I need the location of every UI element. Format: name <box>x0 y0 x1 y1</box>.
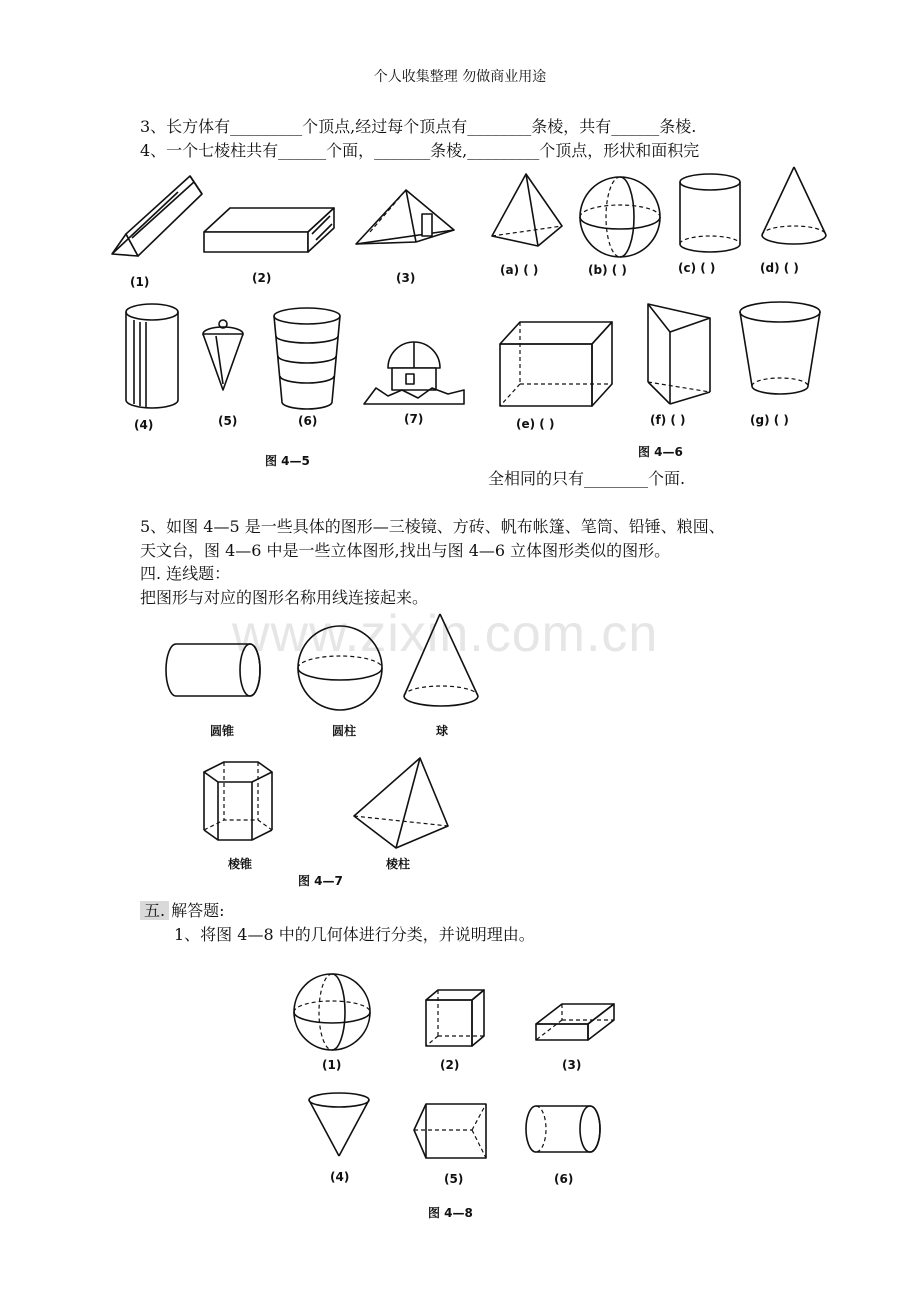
section-5-number: 五. <box>140 901 169 920</box>
section-5-title-text: 解答题: <box>171 901 225 920</box>
match-sphere <box>294 624 388 714</box>
fig48-label-1: (1) <box>322 1058 342 1072</box>
classify-cylinder <box>524 1102 604 1156</box>
fig45-caption: 图 4—5 <box>265 454 310 468</box>
classify-triangular-prism <box>410 1100 490 1164</box>
section-5-question-1: 1、将图 4—8 中的几何体进行分类，并说明理由。 <box>174 925 535 944</box>
name-cone: 圆锥 <box>210 724 235 738</box>
fig48-label-6: (6) <box>554 1172 574 1186</box>
tent-drawing <box>350 184 462 254</box>
match-triangular-pyramid <box>350 754 454 854</box>
fig46-label-g: (g) ( ) <box>750 413 789 427</box>
page-header: 个人收集整理 勿做商业用途 <box>373 69 547 85</box>
match-hexagonal-prism <box>198 756 278 850</box>
fig46-label-d: (d) ( ) <box>760 261 799 275</box>
fig48-label-3: (3) <box>562 1058 582 1072</box>
name-pyramid: 棱锥 <box>228 857 253 871</box>
pyramid-a <box>488 170 568 250</box>
question-4-line1: 4、一个七棱柱共有______个面，_______条棱,_________个顶点，形状和面积完 <box>140 141 700 160</box>
name-sphere: 球 <box>436 724 449 738</box>
fig45-label-4: (4) <box>134 418 154 432</box>
fig46-label-f: (f) ( ) <box>650 413 686 427</box>
fig45-label-7: (7) <box>404 412 424 426</box>
fig45-label-2: (2) <box>252 271 272 285</box>
fig48-label-4: (4) <box>330 1170 350 1184</box>
section-5-title <box>140 898 225 921</box>
fig45-label-3: (3) <box>396 271 416 285</box>
section-4-instruction: 把图形与对应的图形名称用线连接起来。 <box>140 588 429 607</box>
section-4-title: 四. 连线题： <box>140 564 231 583</box>
fig48-label-2: (2) <box>440 1058 460 1072</box>
question-3: 3、长方体有_________个顶点,经过每个顶点有________条棱，共有______条棱. <box>140 117 697 136</box>
question-4-line2: 全相同的只有________个面. <box>488 469 686 488</box>
triangular-prism-f <box>644 298 716 410</box>
fig46-label-a: (a) ( ) <box>500 263 539 277</box>
cylinder-c <box>678 172 744 256</box>
match-cone <box>400 612 484 708</box>
classify-inverted-cone <box>306 1090 374 1160</box>
box-e <box>496 318 616 410</box>
fig48-caption: 图 4—8 <box>428 1206 473 1220</box>
fig45-label-6: (6) <box>298 414 318 428</box>
brick-drawing <box>200 200 340 256</box>
match-cylinder <box>164 640 264 700</box>
fig47-caption: 图 4—7 <box>298 874 343 888</box>
grain-bin-drawing <box>270 304 344 414</box>
fig45-label-5: (5) <box>218 414 238 428</box>
plumb-bob-drawing <box>198 314 248 394</box>
fig45-label-1: (1) <box>130 275 150 289</box>
fig46-caption: 图 4—6 <box>638 445 683 459</box>
pen-holder-drawing <box>120 300 184 414</box>
fig46-label-c: (c) ( ) <box>678 261 716 275</box>
question-5-line1: 5、如图 4—5 是一些具体的图形—三棱镜、方砖、帆布帐篷、笔筒、铅锤、粮囤、 <box>140 517 725 536</box>
fig46-label-b: (b) ( ) <box>588 263 627 277</box>
cone-d <box>760 165 830 249</box>
name-cylinder: 圆柱 <box>332 724 357 738</box>
classify-sphere <box>290 970 376 1054</box>
classify-cube <box>422 986 490 1050</box>
fig46-label-e: (e) ( ) <box>516 417 555 431</box>
sphere-b <box>576 175 666 259</box>
fig48-label-5: (5) <box>444 1172 464 1186</box>
observatory-drawing <box>362 320 466 408</box>
question-5-line2: 天文台，图 4—6 中是一些立体图形,找出与图 4—6 立体图形类似的图形。 <box>140 541 671 560</box>
classify-flat-box <box>532 1000 618 1046</box>
frustum-g <box>738 300 824 404</box>
watermark: www.zixin.com.cn <box>232 605 659 663</box>
prism-pen-drawing <box>108 172 208 264</box>
name-prism: 棱柱 <box>386 857 411 871</box>
